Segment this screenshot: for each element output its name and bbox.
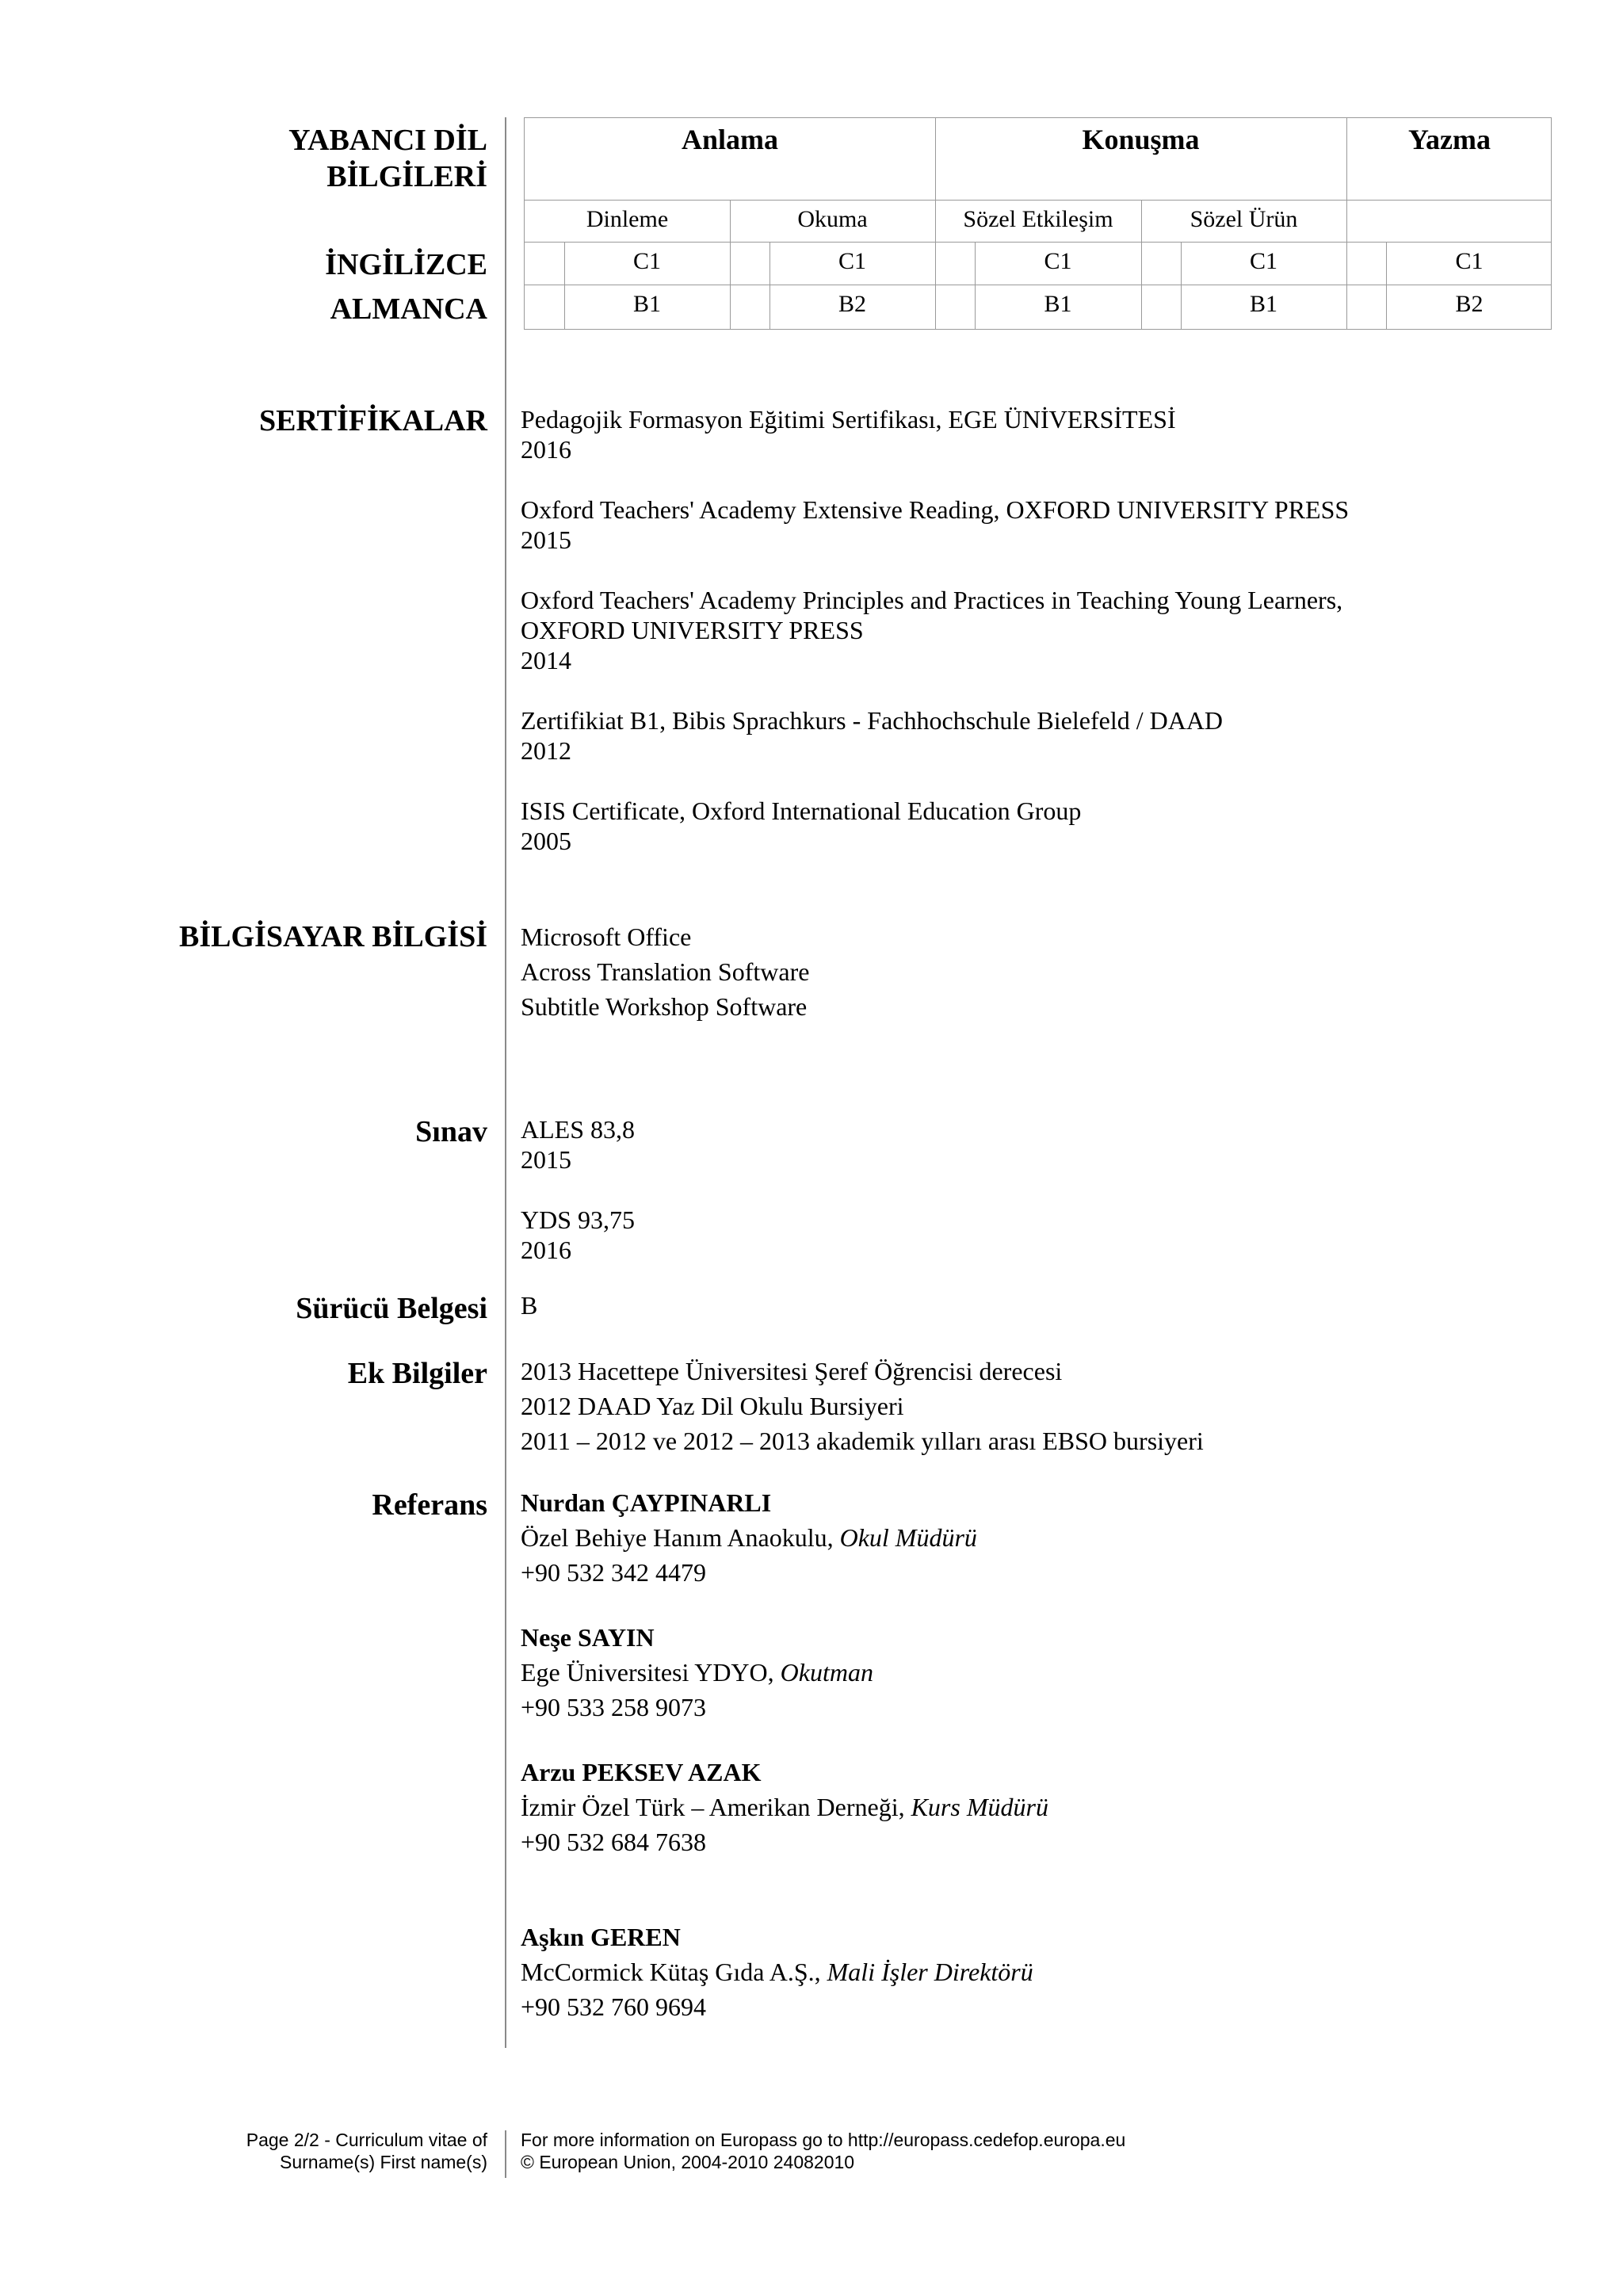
reference-item xyxy=(521,1755,1048,1859)
reference-org: McCormick Kütaş Gıda A.Ş., xyxy=(521,1958,827,1986)
exams-label: Sınav xyxy=(415,1115,487,1148)
certificate-title: Pedagojik Formasyon Eğitimi Sertifikası, EGE ÜNİVERSİTESİ xyxy=(521,405,1176,434)
level-cell: C1 xyxy=(1249,248,1277,274)
level-cell: B1 xyxy=(1044,291,1072,317)
level-cell: B2 xyxy=(1455,291,1484,317)
level-cell: C1 xyxy=(632,248,661,274)
exam-score: ALES 83,8 xyxy=(521,1115,635,1144)
exam-item xyxy=(521,1114,635,1175)
column-divider xyxy=(505,117,506,2048)
references-label: Referans xyxy=(372,1488,487,1522)
extra-info-item: 2013 Hacettepe Üniversitesi Şeref Öğrencisi derecesi xyxy=(521,1357,1063,1385)
certificate-year: 2014 xyxy=(521,646,571,674)
level-cell: C1 xyxy=(1455,248,1484,274)
certificate-title: Oxford Teachers' Academy Principles and Practices in Teaching Young Learners, xyxy=(521,586,1343,614)
reference-org: İzmir Özel Türk – Amerikan Derneği, xyxy=(521,1793,911,1821)
extra-info-label: Ek Bilgiler xyxy=(347,1357,487,1390)
computer-skill: Across Translation Software xyxy=(521,957,810,986)
reference-name: Arzu PEKSEV AZAK xyxy=(521,1758,762,1786)
reference-item xyxy=(521,1620,1048,1725)
reference-phone: +90 532 684 7638 xyxy=(521,1828,707,1856)
language-name-english: İNGİLİZCE xyxy=(325,248,487,281)
reference-org: Özel Behiye Hanım Anaokulu, xyxy=(521,1523,840,1552)
level-cell: C1 xyxy=(838,248,866,274)
level-cell: B1 xyxy=(632,291,661,317)
footer-page-line: Page 2/2 - Curriculum vitae of xyxy=(246,2130,487,2150)
reference-item xyxy=(521,1920,1048,2024)
reference-org-line xyxy=(521,1520,1048,1555)
reference-org-line xyxy=(521,1954,1048,1989)
exams-list xyxy=(521,1114,635,1295)
reference-phone: +90 532 760 9694 xyxy=(521,1992,707,2021)
reference-name: Neşe SAYIN xyxy=(521,1623,655,1652)
certificate-year: 2005 xyxy=(521,827,571,855)
exam-year: 2016 xyxy=(521,1236,571,1264)
level-cell: B1 xyxy=(1249,291,1277,317)
header-anlama: Anlama xyxy=(681,124,778,155)
subheader-sozel-urun: Sözel Ürün xyxy=(1190,206,1298,232)
footer-divider xyxy=(505,2130,506,2178)
driving-license-label: Sürücü Belgesi xyxy=(296,1292,487,1325)
level-cell: C1 xyxy=(1044,248,1072,274)
driving-license-value: B xyxy=(521,1291,538,1320)
certificate-issuer: OXFORD UNIVERSITY PRESS xyxy=(521,616,864,644)
computer-skills-label: BİLGİSAYAR BİLGİSİ xyxy=(179,920,487,953)
language-skills-table xyxy=(524,117,1552,330)
reference-item xyxy=(521,1485,1048,1590)
subheader-dinleme: Dinleme xyxy=(586,206,669,232)
computer-skill: Microsoft Office xyxy=(521,923,692,951)
computer-skill: Subtitle Workshop Software xyxy=(521,992,808,1021)
languages-label: YABANCI DİL BİLGİLERİ xyxy=(288,124,487,193)
reference-name: Nurdan ÇAYPINARLI xyxy=(521,1488,772,1517)
language-name-german: ALMANCA xyxy=(330,292,487,326)
reference-phone: +90 533 258 9073 xyxy=(521,1693,707,1721)
reference-role: Mali İşler Direktörü xyxy=(827,1958,1033,1986)
certificate-year: 2015 xyxy=(521,525,571,554)
reference-org-line xyxy=(521,1655,1048,1690)
certificate-item xyxy=(521,796,1349,856)
exam-score: YDS 93,75 xyxy=(521,1205,636,1234)
certificates-label: SERTİFİKALAR xyxy=(259,404,487,437)
computer-skills-list xyxy=(521,919,809,1024)
footer-copyright: © European Union, 2004-2010 24082010 xyxy=(521,2152,855,2172)
reference-role: Kurs Müdürü xyxy=(911,1793,1048,1821)
reference-role: Okutman xyxy=(780,1658,873,1687)
table-rule xyxy=(525,200,1551,201)
reference-role: Okul Müdürü xyxy=(839,1523,977,1552)
footer-page-info xyxy=(246,2129,487,2173)
footer-europass-link: For more information on Europass go to http://europass.cedefop.europa.eu xyxy=(521,2130,1126,2150)
certificate-title: Oxford Teachers' Academy Extensive Reading, OXFORD UNIVERSITY PRESS xyxy=(521,495,1350,524)
certificate-year: 2016 xyxy=(521,435,571,464)
reference-org-line xyxy=(521,1790,1048,1824)
extra-info-item: 2012 DAAD Yaz Dil Okulu Bursiyeri xyxy=(521,1392,904,1420)
subheader-sozel-etkilesim: Sözel Etkileşim xyxy=(963,206,1113,232)
certificates-list xyxy=(521,404,1349,886)
references-list xyxy=(521,1485,1048,2024)
reference-org: Ege Üniversitesi YDYO, xyxy=(521,1658,781,1687)
footer-europass-info xyxy=(521,2129,1125,2173)
certificate-item xyxy=(521,585,1349,675)
subheader-okuma: Okuma xyxy=(797,206,868,232)
certificate-year: 2012 xyxy=(521,736,571,765)
header-yazma: Yazma xyxy=(1408,124,1491,155)
certificate-title: ISIS Certificate, Oxford International Education Group xyxy=(521,797,1082,825)
exam-item xyxy=(521,1205,635,1265)
exam-year: 2015 xyxy=(521,1145,571,1174)
certificate-item xyxy=(521,495,1349,555)
certificate-item xyxy=(521,705,1349,766)
reference-phone: +90 532 342 4479 xyxy=(521,1558,707,1587)
table-rule xyxy=(525,242,1551,243)
reference-name: Aşkın GEREN xyxy=(521,1923,681,1951)
header-konusma: Konuşma xyxy=(1082,124,1200,155)
extra-info-item: 2011 – 2012 ve 2012 – 2013 akademik yılları arası EBSO bursiyeri xyxy=(521,1427,1204,1455)
footer-name-line: Surname(s) First name(s) xyxy=(280,2152,487,2172)
certificate-item xyxy=(521,404,1349,464)
extra-info-list xyxy=(521,1354,1204,1458)
level-cell: B2 xyxy=(838,291,866,317)
certificate-title: Zertifikiat B1, Bibis Sprachkurs - Fachhochschule Bielefeld / DAAD xyxy=(521,706,1224,735)
